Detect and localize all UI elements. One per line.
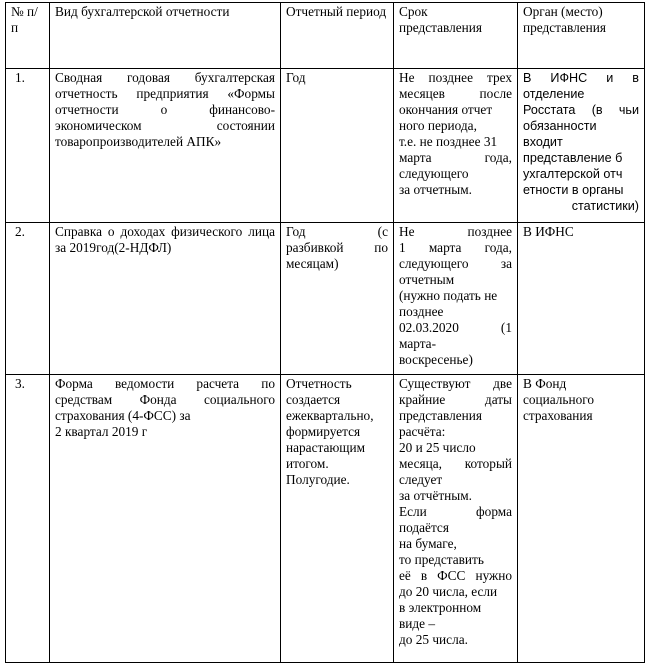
row-3-period-line: ежеквартально,: [286, 408, 374, 423]
row-2-authority: В ИФНС: [518, 223, 645, 375]
row-2-period-line: месяцам): [286, 256, 339, 271]
header-type: Вид бухгалтерской отчетности: [50, 3, 281, 69]
row-2-num: 2.: [6, 223, 50, 375]
row-1-authority-line: ухгалтерской отч: [523, 167, 623, 181]
row-3-authority-line: В Фонд: [523, 376, 567, 391]
row-1-authority-line: входит: [523, 135, 563, 149]
row-3-deadline-line: её в ФСС нужно: [399, 568, 512, 583]
row-3-authority-line: страхования: [523, 408, 593, 423]
reporting-table: [5, 2, 645, 663]
row-1-deadline: [394, 69, 518, 223]
row-1-authority-line: обязанности: [523, 119, 597, 133]
row-3-authority: [518, 375, 645, 663]
row-3-period-line: Отчетность: [286, 376, 352, 391]
row-3-period-line: итогом.: [286, 456, 329, 471]
row-2-deadline-line: отчетным: [399, 272, 455, 287]
header-authority: Орган (место) представления: [518, 3, 645, 69]
row-3-deadline-line: виде –: [399, 616, 436, 631]
row-1-authority: [518, 69, 645, 223]
row-2-deadline-line: Не позднее: [399, 224, 512, 239]
header-deadline: Срок представления: [394, 3, 518, 69]
row-2-deadline-line: следующего за: [399, 256, 512, 271]
row-3-deadline-line: до 25 числа.: [399, 632, 468, 647]
row-1-authority-line: В ИФНС и в: [523, 71, 639, 85]
row-2-type: Справка о доходах физического лица за 2019год(2-НДФЛ): [50, 223, 281, 375]
row-2-period-line: Год (с: [286, 224, 388, 239]
row-2-deadline: [394, 223, 518, 375]
row-2-deadline-line: воскресенье): [399, 352, 473, 367]
row-3-type: [50, 375, 281, 663]
row-1-authority-line: етности в органы: [523, 183, 624, 197]
row-3-period: [281, 375, 394, 663]
row-3-deadline-line: до 20 числа, если: [399, 584, 498, 599]
row-3-authority-line: социального: [523, 392, 595, 407]
row-1-period: Год: [281, 69, 394, 223]
row-1-authority-line: представление б: [523, 151, 623, 165]
row-2-deadline-line: марта-: [399, 336, 437, 351]
row-3-period-line: формируется: [286, 424, 361, 439]
header-num: № п/п: [6, 3, 50, 69]
row-1-deadline-line: месяцев после: [399, 86, 512, 101]
row-3-deadline: [394, 375, 518, 663]
row-2-deadline-line: 02.03.2020 (1: [399, 320, 512, 335]
row-1-deadline-line: за отчетным.: [399, 182, 472, 197]
row-3-deadline-line: Если форма: [399, 504, 512, 519]
header-period: Отчетный период: [281, 3, 394, 69]
row-1-authority-line: Росстата (в чьи: [523, 103, 639, 117]
row-3-deadline-line: крайние даты: [399, 392, 512, 407]
row-3-period-line: создается: [286, 392, 341, 407]
row-3-deadline-line: подаётся: [399, 520, 449, 535]
row-3-deadline-line: на бумаге,: [399, 536, 457, 551]
table-row: [6, 223, 645, 375]
row-3-period-line: Полугодие.: [286, 472, 350, 487]
row-3-type-line: Форма ведомости расчета по средствам Фонда социального страхования (4-ФСС) за: [55, 376, 275, 423]
row-2-deadline-line: позднее: [399, 304, 444, 319]
row-1-deadline-line: т.е. не позднее 31: [399, 134, 498, 149]
row-1-deadline-line: Не позднее трех: [399, 70, 512, 85]
row-3-deadline-line: то представить: [399, 552, 484, 567]
row-3-deadline-line: расчёта:: [399, 424, 446, 439]
row-1-deadline-line: следующего: [399, 166, 469, 181]
row-2-deadline-line: 1 марта года,: [399, 240, 512, 255]
row-3-deadline-line: представления: [399, 408, 483, 423]
table-row: [6, 375, 645, 663]
row-3-num: 3.: [6, 375, 50, 663]
table-row: [6, 69, 645, 223]
row-2-period: [281, 223, 394, 375]
row-1-deadline-line: ного периода,: [399, 118, 477, 133]
row-3-deadline-line: 20 и 25 число: [399, 440, 476, 455]
row-1-num: 1.: [6, 69, 50, 223]
row-1-authority-line: отделение: [523, 87, 585, 101]
row-3-period-line: нарастающим: [286, 440, 366, 455]
row-3-deadline-line: Существуют две: [399, 376, 512, 391]
row-3-deadline-line: за отчётным.: [399, 488, 472, 503]
row-3-deadline-line: месяца, который: [399, 456, 512, 471]
table-header-row: [6, 3, 645, 69]
row-3-deadline-line: в электронном: [399, 600, 482, 615]
row-2-period-line: разбивкой по: [286, 240, 388, 255]
row-1-deadline-line: окончания отчет: [399, 102, 493, 117]
row-1-type: Сводная годовая бухгалтерская отчетность предприятия «Формы отчетности о финансово-экономическом состоянии товаропроизводителей АПК»: [50, 69, 281, 223]
row-3-deadline-line: следует: [399, 472, 443, 487]
row-2-deadline-line: (нужно подать не: [399, 288, 498, 303]
row-1-deadline-line: марта года,: [399, 150, 512, 165]
row-3-type-line: 2 квартал 2019 г: [55, 424, 148, 439]
row-1-authority-line: статистики): [571, 199, 639, 213]
